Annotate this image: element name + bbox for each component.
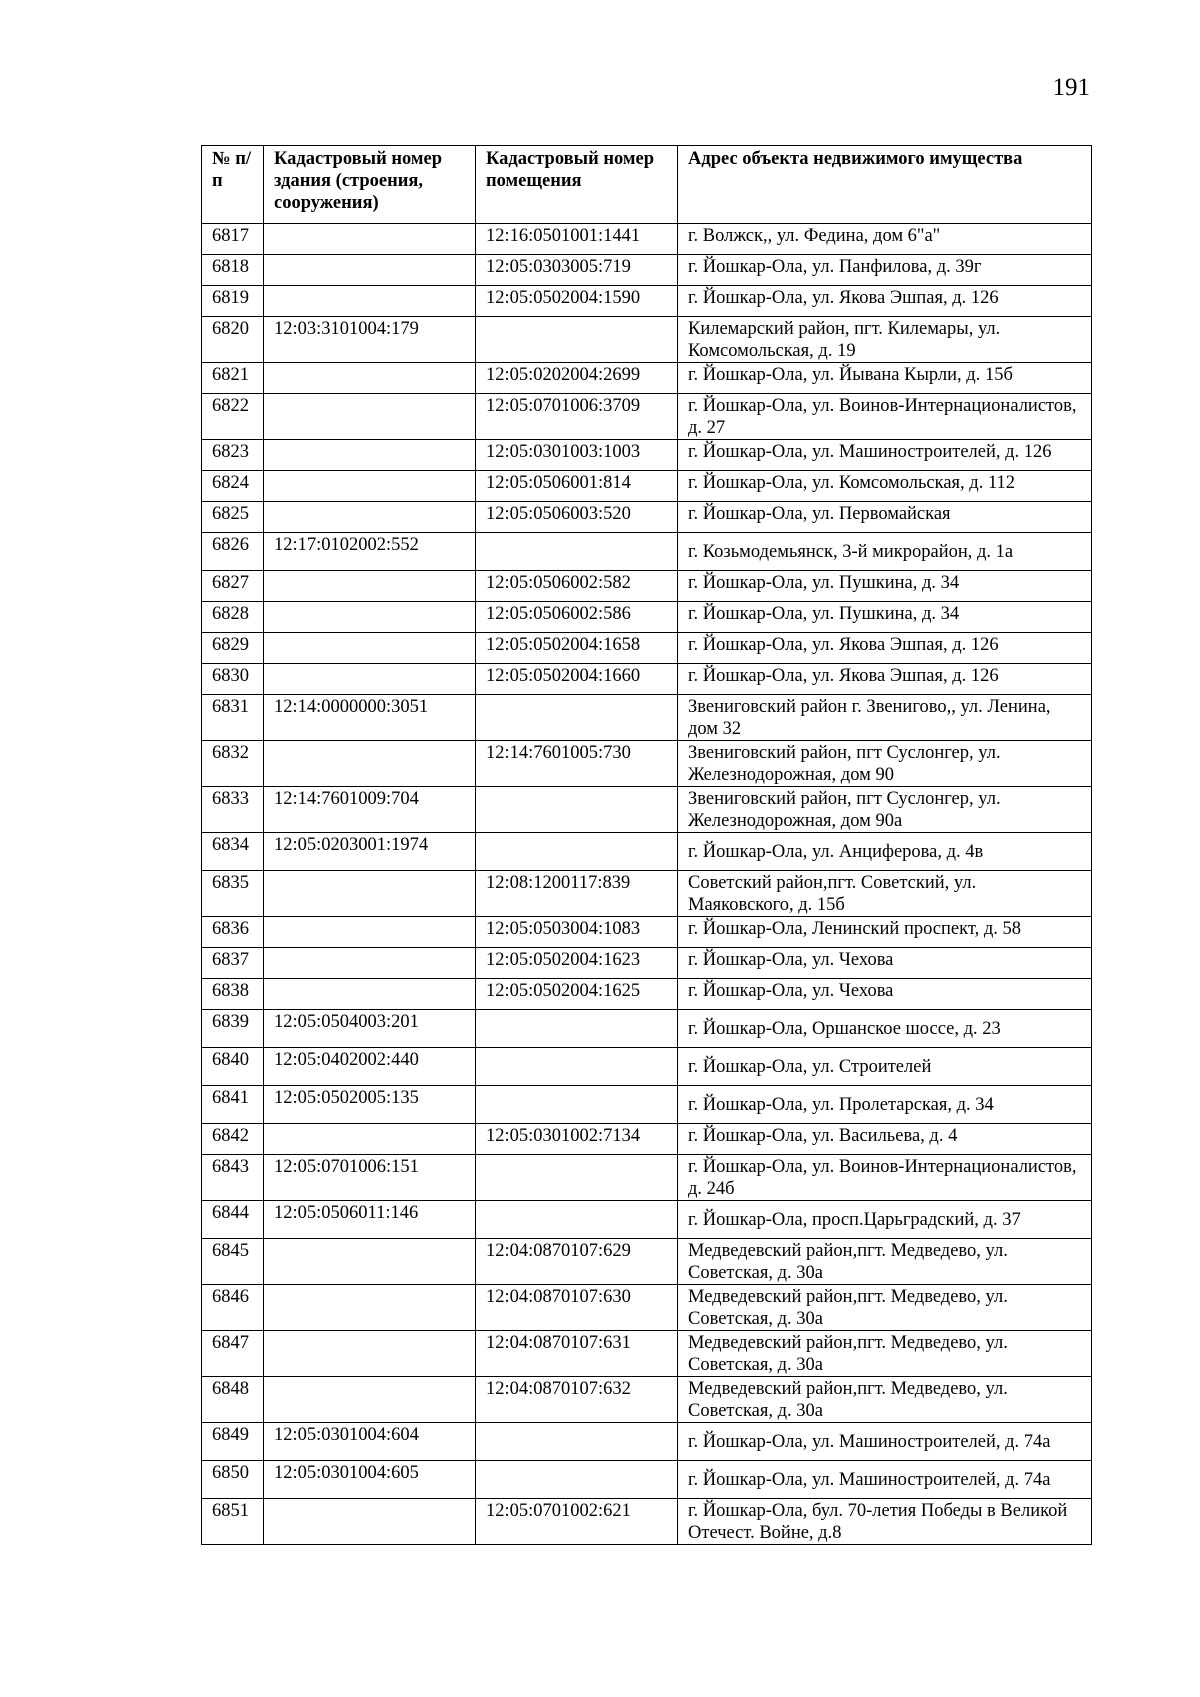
property-address: г. Йошкар-Ола, ул. Якова Эшпая, д. 126	[678, 664, 1092, 695]
property-address: Медведевский район,пгт. Медведево, ул. Советская, д. 30а	[678, 1239, 1092, 1285]
room-cadastral-number: 12:05:0502004:1590	[476, 286, 678, 317]
room-cadastral-number	[476, 1201, 678, 1239]
row-number: 6831	[202, 695, 264, 741]
building-cadastral-number: 12:14:7601009:704	[264, 787, 476, 833]
header-building-cadastral: Кадастровый номер здания (строения, сооружения)	[264, 146, 476, 224]
room-cadastral-number: 12:05:0502004:1625	[476, 979, 678, 1010]
room-cadastral-number: 12:05:0506002:586	[476, 602, 678, 633]
row-number: 6819	[202, 286, 264, 317]
room-cadastral-number: 12:05:0502004:1623	[476, 948, 678, 979]
room-cadastral-number	[476, 533, 678, 571]
property-address: г. Йошкар-Ола, ул. Пушкина, д. 34	[678, 571, 1092, 602]
building-cadastral-number	[264, 571, 476, 602]
property-address: г. Козьмодемьянск, 3-й микрорайон, д. 1а	[678, 533, 1092, 571]
property-address: г. Йошкар-Ола, Оршанское шоссе, д. 23	[678, 1010, 1092, 1048]
building-cadastral-number	[264, 440, 476, 471]
row-number: 6846	[202, 1285, 264, 1331]
property-address: г. Йошкар-Ола, ул. Пушкина, д. 34	[678, 602, 1092, 633]
table-row	[202, 664, 1092, 695]
table-row	[202, 979, 1092, 1010]
building-cadastral-number	[264, 948, 476, 979]
table-row	[202, 1423, 1092, 1461]
room-cadastral-number	[476, 1423, 678, 1461]
table-row	[202, 1201, 1092, 1239]
building-cadastral-number: 12:05:0301004:605	[264, 1461, 476, 1499]
room-cadastral-number: 12:04:0870107:631	[476, 1331, 678, 1377]
building-cadastral-number	[264, 633, 476, 664]
row-number: 6844	[202, 1201, 264, 1239]
room-cadastral-number: 12:05:0202004:2699	[476, 363, 678, 394]
table-row	[202, 1124, 1092, 1155]
property-address: г. Йошкар-Ола, ул. Первомайская	[678, 502, 1092, 533]
room-cadastral-number: 12:04:0870107:630	[476, 1285, 678, 1331]
property-address: Медведевский район,пгт. Медведево, ул. Советская, д. 30а	[678, 1331, 1092, 1377]
property-address: г. Йошкар-Ола, ул. Анциферова, д. 4в	[678, 833, 1092, 871]
property-address: г. Йошкар-Ола, ул. Чехова	[678, 979, 1092, 1010]
table-row	[202, 602, 1092, 633]
table-row	[202, 741, 1092, 787]
table-row	[202, 871, 1092, 917]
room-cadastral-number: 12:05:0301002:7134	[476, 1124, 678, 1155]
table-row	[202, 1155, 1092, 1201]
property-registry-table	[201, 145, 1092, 1545]
room-cadastral-number: 12:05:0506002:582	[476, 571, 678, 602]
row-number: 6817	[202, 224, 264, 255]
building-cadastral-number	[264, 1377, 476, 1423]
table-row	[202, 440, 1092, 471]
property-address: Звениговский район, пгт Суслонгер, ул. Железнодорожная, дом 90а	[678, 787, 1092, 833]
building-cadastral-number	[264, 502, 476, 533]
building-cadastral-number	[264, 602, 476, 633]
table-row	[202, 833, 1092, 871]
property-address: г. Йошкар-Ола, ул. Пролетарская, д. 34	[678, 1086, 1092, 1124]
row-number: 6836	[202, 917, 264, 948]
building-cadastral-number	[264, 979, 476, 1010]
property-address: Медведевский район,пгт. Медведево, ул. Советская, д. 30а	[678, 1285, 1092, 1331]
room-cadastral-number	[476, 1461, 678, 1499]
building-cadastral-number: 12:05:0504003:201	[264, 1010, 476, 1048]
table-row	[202, 363, 1092, 394]
row-number: 6821	[202, 363, 264, 394]
row-number: 6822	[202, 394, 264, 440]
room-cadastral-number: 12:04:0870107:629	[476, 1239, 678, 1285]
property-address: г. Йошкар-Ола, просп.Царьградский, д. 37	[678, 1201, 1092, 1239]
room-cadastral-number: 12:08:1200117:839	[476, 871, 678, 917]
table-row	[202, 1461, 1092, 1499]
building-cadastral-number	[264, 917, 476, 948]
room-cadastral-number: 12:05:0502004:1658	[476, 633, 678, 664]
room-cadastral-number: 12:14:7601005:730	[476, 741, 678, 787]
building-cadastral-number	[264, 1499, 476, 1545]
room-cadastral-number	[476, 1086, 678, 1124]
row-number: 6849	[202, 1423, 264, 1461]
row-number: 6850	[202, 1461, 264, 1499]
property-address: г. Йошкар-Ола, ул. Машиностроителей, д. 126	[678, 440, 1092, 471]
building-cadastral-number	[264, 471, 476, 502]
row-number: 6837	[202, 948, 264, 979]
row-number: 6838	[202, 979, 264, 1010]
table-row	[202, 917, 1092, 948]
property-address: г. Йошкар-Ола, ул. Васильева, д. 4	[678, 1124, 1092, 1155]
property-address: г. Йошкар-Ола, Ленинский проспект, д. 58	[678, 917, 1092, 948]
row-number: 6825	[202, 502, 264, 533]
property-address: Советский район,пгт. Советский, ул. Маяковского, д. 15б	[678, 871, 1092, 917]
building-cadastral-number	[264, 664, 476, 695]
table-row	[202, 471, 1092, 502]
property-address: г. Йошкар-Ола, бул. 70-летия Победы в Великой Отечест. Войне, д.8	[678, 1499, 1092, 1545]
building-cadastral-number: 12:05:0701006:151	[264, 1155, 476, 1201]
room-cadastral-number: 12:04:0870107:632	[476, 1377, 678, 1423]
row-number: 6851	[202, 1499, 264, 1545]
room-cadastral-number: 12:05:0701002:621	[476, 1499, 678, 1545]
property-address: г. Йошкар-Ола, ул. Машиностроителей, д. 74а	[678, 1461, 1092, 1499]
room-cadastral-number: 12:05:0301003:1003	[476, 440, 678, 471]
row-number: 6840	[202, 1048, 264, 1086]
row-number: 6826	[202, 533, 264, 571]
building-cadastral-number	[264, 286, 476, 317]
room-cadastral-number	[476, 833, 678, 871]
table-row	[202, 1285, 1092, 1331]
table-row	[202, 1086, 1092, 1124]
room-cadastral-number	[476, 787, 678, 833]
property-address: г. Йошкар-Ола, ул. Якова Эшпая, д. 126	[678, 286, 1092, 317]
room-cadastral-number: 12:05:0502004:1660	[476, 664, 678, 695]
room-cadastral-number: 12:05:0503004:1083	[476, 917, 678, 948]
building-cadastral-number: 12:05:0203001:1974	[264, 833, 476, 871]
row-number: 6841	[202, 1086, 264, 1124]
header-address: Адрес объекта недвижимого имущества	[678, 146, 1092, 224]
property-address: г. Йошкар-Ола, ул. Машиностроителей, д. 74а	[678, 1423, 1092, 1461]
table-header-row	[202, 146, 1092, 224]
property-address: Медведевский район,пгт. Медведево, ул. Советская, д. 30а	[678, 1377, 1092, 1423]
building-cadastral-number: 12:05:0402002:440	[264, 1048, 476, 1086]
header-number: № п/п	[202, 146, 264, 224]
property-address: г. Йошкар-Ола, ул. Чехова	[678, 948, 1092, 979]
property-address: г. Йошкар-Ола, ул. Воинов-Интернационалистов, д. 27	[678, 394, 1092, 440]
room-cadastral-number	[476, 695, 678, 741]
property-address: г. Йошкар-Ола, ул. Строителей	[678, 1048, 1092, 1086]
building-cadastral-number: 12:03:3101004:179	[264, 317, 476, 363]
building-cadastral-number: 12:17:0102002:552	[264, 533, 476, 571]
row-number: 6828	[202, 602, 264, 633]
row-number: 6847	[202, 1331, 264, 1377]
building-cadastral-number	[264, 363, 476, 394]
row-number: 6823	[202, 440, 264, 471]
building-cadastral-number	[264, 1239, 476, 1285]
table-row	[202, 1239, 1092, 1285]
building-cadastral-number: 12:05:0301004:604	[264, 1423, 476, 1461]
room-cadastral-number: 12:05:0303005:719	[476, 255, 678, 286]
table-row	[202, 1331, 1092, 1377]
row-number: 6818	[202, 255, 264, 286]
property-address: г. Йошкар-Ола, ул. Якова Эшпая, д. 126	[678, 633, 1092, 664]
building-cadastral-number	[264, 224, 476, 255]
property-address: г. Волжск,, ул. Федина, дом 6"а"	[678, 224, 1092, 255]
building-cadastral-number: 12:05:0502005:135	[264, 1086, 476, 1124]
building-cadastral-number	[264, 871, 476, 917]
row-number: 6842	[202, 1124, 264, 1155]
table-row	[202, 633, 1092, 664]
table-row	[202, 224, 1092, 255]
room-cadastral-number: 12:05:0506003:520	[476, 502, 678, 533]
table-row	[202, 502, 1092, 533]
row-number: 6829	[202, 633, 264, 664]
row-number: 6843	[202, 1155, 264, 1201]
table-row	[202, 571, 1092, 602]
table-body	[202, 224, 1092, 1545]
room-cadastral-number: 12:05:0506001:814	[476, 471, 678, 502]
row-number: 6848	[202, 1377, 264, 1423]
row-number: 6845	[202, 1239, 264, 1285]
property-address: г. Йошкар-Ола, ул. Воинов-Интернационалистов, д. 24б	[678, 1155, 1092, 1201]
row-number: 6834	[202, 833, 264, 871]
room-cadastral-number: 12:05:0701006:3709	[476, 394, 678, 440]
row-number: 6827	[202, 571, 264, 602]
room-cadastral-number	[476, 1048, 678, 1086]
building-cadastral-number: 12:05:0506011:146	[264, 1201, 476, 1239]
table-row	[202, 255, 1092, 286]
property-address: Килемарский район, пгт. Килемары, ул. Комсомольская, д. 19	[678, 317, 1092, 363]
table-row	[202, 1048, 1092, 1086]
room-cadastral-number	[476, 1155, 678, 1201]
property-address: Звениговский район г. Звенигово,, ул. Ленина, дом 32	[678, 695, 1092, 741]
table-row	[202, 695, 1092, 741]
header-room-cadastral: Кадастровый номер помещения	[476, 146, 678, 224]
building-cadastral-number	[264, 1331, 476, 1377]
building-cadastral-number	[264, 741, 476, 787]
page-number: 191	[1052, 74, 1090, 101]
row-number: 6835	[202, 871, 264, 917]
building-cadastral-number: 12:14:0000000:3051	[264, 695, 476, 741]
property-address: г. Йошкар-Ола, ул. Панфилова, д. 39г	[678, 255, 1092, 286]
table-row	[202, 787, 1092, 833]
table-row	[202, 394, 1092, 440]
table-row	[202, 286, 1092, 317]
property-address: г. Йошкар-Ола, ул. Комсомольская, д. 112	[678, 471, 1092, 502]
building-cadastral-number	[264, 255, 476, 286]
room-cadastral-number: 12:16:0501001:1441	[476, 224, 678, 255]
row-number: 6832	[202, 741, 264, 787]
row-number: 6824	[202, 471, 264, 502]
building-cadastral-number	[264, 394, 476, 440]
building-cadastral-number	[264, 1285, 476, 1331]
room-cadastral-number	[476, 317, 678, 363]
row-number: 6839	[202, 1010, 264, 1048]
table-row	[202, 1499, 1092, 1545]
table-row	[202, 533, 1092, 571]
row-number: 6830	[202, 664, 264, 695]
table-row	[202, 1010, 1092, 1048]
property-address: Звениговский район, пгт Суслонгер, ул. Железнодорожная, дом 90	[678, 741, 1092, 787]
room-cadastral-number	[476, 1010, 678, 1048]
row-number: 6833	[202, 787, 264, 833]
table-row	[202, 948, 1092, 979]
property-address: г. Йошкар-Ола, ул. Йывана Кырли, д. 15б	[678, 363, 1092, 394]
table-row	[202, 1377, 1092, 1423]
row-number: 6820	[202, 317, 264, 363]
table-row	[202, 317, 1092, 363]
building-cadastral-number	[264, 1124, 476, 1155]
